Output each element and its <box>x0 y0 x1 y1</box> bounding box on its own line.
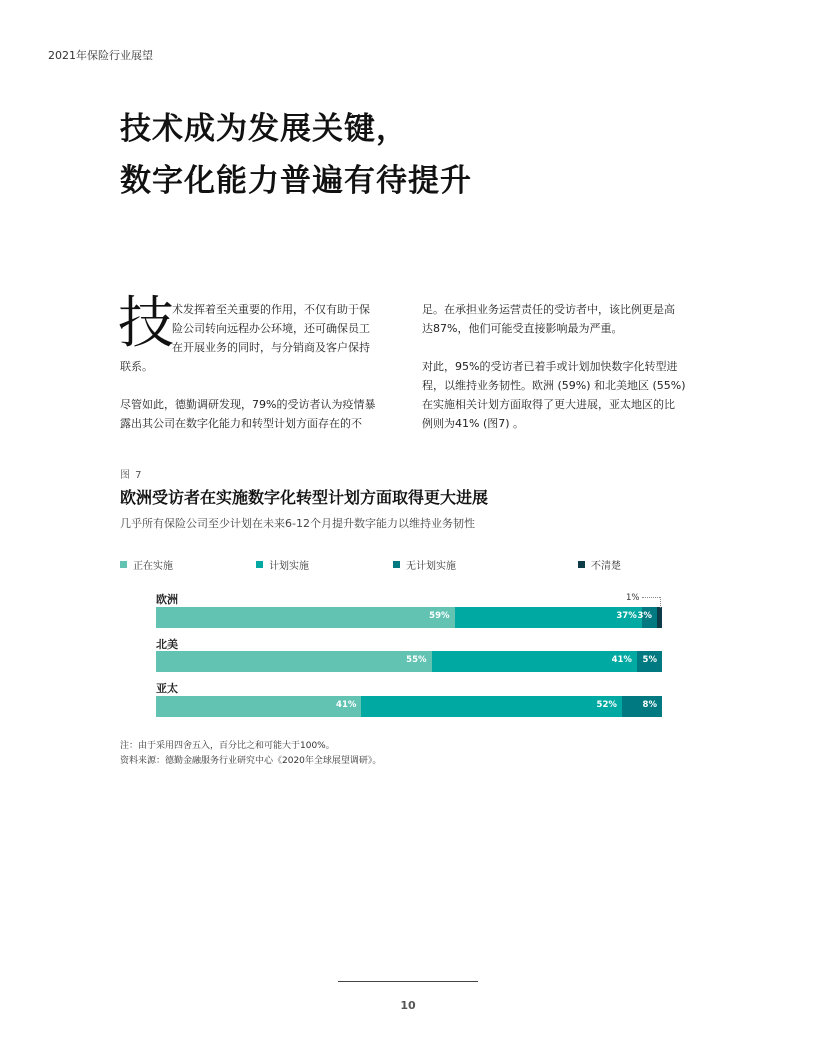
bar-segment <box>432 651 637 672</box>
category-label: 北美 <box>156 638 178 651</box>
category-label: 欧洲 <box>156 593 178 606</box>
page-title <box>120 103 472 207</box>
text-line: 达87%，他们可能受直接影响最为严重。 <box>422 322 623 335</box>
legend-swatch <box>120 561 127 568</box>
bar-value-label: 37% <box>616 611 637 621</box>
legend-item <box>120 557 173 572</box>
figure-title: 欧洲受访者在实施数字化转型计划方面取得更大进展 <box>120 488 489 507</box>
bar-segment <box>637 607 657 628</box>
body-column-left <box>118 291 400 433</box>
bar-segment <box>156 651 432 672</box>
bar-value-label: 52% <box>596 700 617 710</box>
annotation-leader <box>642 597 660 598</box>
bar-segment <box>455 607 642 628</box>
text-line: 露出其公司在数字化能力和转型计划方面存在的不 <box>120 417 362 430</box>
bar-value-label: 3% <box>637 611 652 621</box>
paragraph-1 <box>118 291 400 376</box>
drop-cap: 技 <box>118 291 174 356</box>
title-line-2: 数字化能力普遍有待提升 <box>120 163 472 199</box>
bar-value-label: 41% <box>611 655 632 665</box>
legend-label: 无计划实施 <box>406 561 456 572</box>
text-line: 例则为41% (图7) 。 <box>422 417 525 430</box>
text-line: 联系。 <box>120 360 153 373</box>
legend-label: 计划实施 <box>269 561 309 572</box>
text-line: 尽管如此，德勤调研发现，79%的受访者认为疫情暴 <box>120 398 376 411</box>
bar-value-label: 55% <box>406 655 427 665</box>
footer-rule <box>338 981 478 982</box>
body-column-right <box>422 300 702 433</box>
bar-segment <box>361 696 622 717</box>
bar-row <box>156 651 662 672</box>
figure-source: 资料来源：德勤金融服务行业研究中心《2020年全球展望调研》。 <box>120 756 382 766</box>
category-label: 亚太 <box>156 682 178 695</box>
bar-value-label: 5% <box>642 655 657 665</box>
annotation-leader <box>660 597 661 608</box>
page-number: 10 <box>400 999 416 1012</box>
text-line: 在实施相关计划方面取得了更大进展，亚太地区的比 <box>422 398 675 411</box>
legend-swatch <box>393 561 400 568</box>
bar-row <box>156 696 662 717</box>
bar-segment <box>622 696 662 717</box>
legend-label: 正在实施 <box>133 561 173 572</box>
paragraph-2 <box>120 395 400 433</box>
figure-note: 注：由于采用四舍五入，百分比之和可能大于100%。 <box>120 741 335 751</box>
bar-segment <box>156 696 361 717</box>
legend-item <box>578 557 621 572</box>
bar-segment <box>156 607 455 628</box>
legend-label: 不清楚 <box>591 561 621 572</box>
paragraph-3 <box>422 300 702 338</box>
bar-value-label: 8% <box>642 700 657 710</box>
text-line: 术发挥着至关重要的作用，不仅有助于保 <box>172 303 370 316</box>
text-line: 在开展业务的同时，与分销商及客户保持 <box>172 341 370 354</box>
bar-value-label: 59% <box>429 611 450 621</box>
figure-label: 图 7 <box>120 470 143 481</box>
legend-swatch <box>256 561 263 568</box>
text-line: 险公司转向远程办公环境，还可确保员工 <box>172 322 370 335</box>
bar-segment <box>637 651 662 672</box>
bar-row <box>156 607 662 628</box>
text-line: 足。在承担业务运营责任的受访者中，该比例更是高 <box>422 303 675 316</box>
text-line: 程，以维持业务韧性。欧洲 (59%) 和北美地区 (55%) <box>422 379 686 392</box>
bar-segment <box>657 607 662 628</box>
text-line: 对此，95%的受访者已着手或计划加快数字化转型进 <box>422 360 678 373</box>
legend-item <box>393 557 456 572</box>
legend-swatch <box>578 561 585 568</box>
paragraph-4 <box>422 357 702 433</box>
bar-value-label: 41% <box>336 700 357 710</box>
legend-item <box>256 557 309 572</box>
title-line-1: 技术成为发展关键， <box>120 111 408 147</box>
running-header: 2021年保险行业展望 <box>48 49 153 62</box>
figure-subtitle: 几乎所有保险公司至少计划在未来6-12个月提升数字能力以维持业务韧性 <box>120 517 475 530</box>
annotation-label: 1% <box>626 593 640 603</box>
